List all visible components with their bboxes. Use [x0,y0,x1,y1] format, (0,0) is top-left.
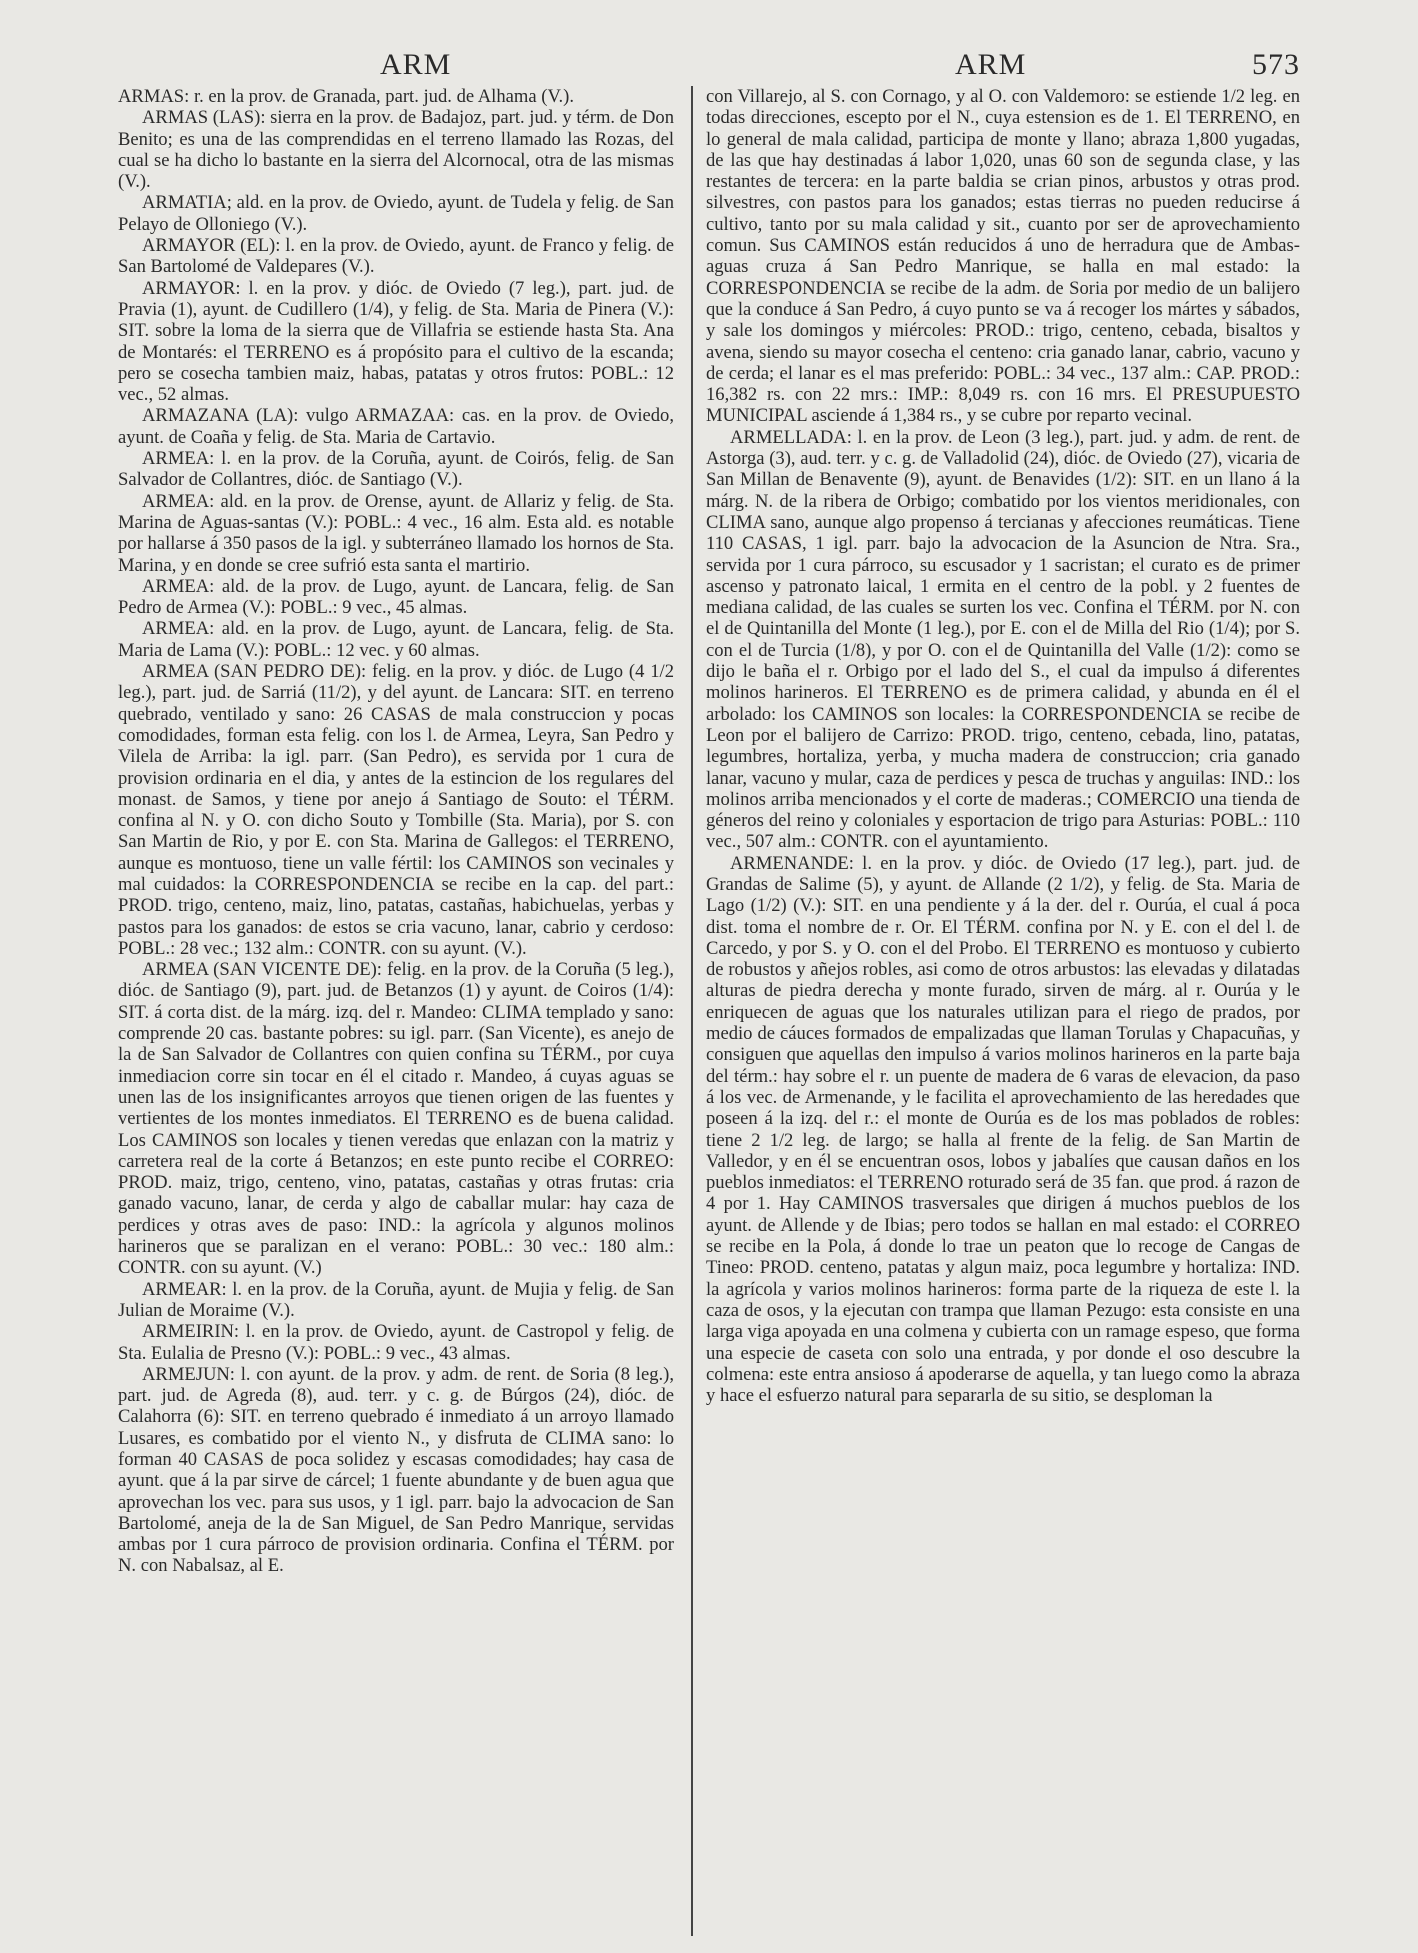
entry: ARMELLADA: l. en la prov. de Leon (3 leg.), part. jud. y adm. de rent. de Astorga (3), aud. terr. y c. g. de Valladolid (24), dióc. de Oviedo (27), vicaria de San Millan de Benavente (9), ayunt. de Benavides (1/2): SIT. en un llano á la márg. N. de la ribera de Orbigo; combatido por los vientos meridionales, con CLIMA sano, aunque algo propenso á tercianas y afecciones reumáticas. Tiene 110 CASAS, 1 igl. parr. bajo la advocacion de la Asuncion de Ntra. Sra., servida por 1 cura párroco, su escusador y 1 sacristan; el curato es de primer ascenso y patronato laical, 1 ermita en el centro de la pobl. y 2 fuentes de mediana calidad, de las cuales se surten los vec. Confina el TÉRM. por N. con el de Quintanilla del Monte (1 leg.), por E. con el de Milla del Rio (1/4); por S. con el de Turcia (1/8), y por O. con el de Quintanilla del Valle (1/2): como se dijo le baña el r. Orbigo por el lado del S., el cual da impulso á diferentes molinos harineros. El TERRENO es de primera calidad, y abunda en él el arbolado: los CAMINOS son locales: la CORRESPONDENCIA se recibe de Leon por el balijero de Carrizo: PROD. trigo, centeno, cebada, lino, patatas, legumbres, hortaliza, yerba, y mucha madera de construccion; cria ganado lanar, vacuno y mular, caza de perdices y pesca de truchas y anguilas: IND.: los molinos arriba mencionados y el corte de maderas.; COMERCIO una tienda de géneros del reino y coloniales y esportacion de trigo para Asturias: POBL.: 110 vec., 507 alm.: CONTR. con el ayuntamiento. [706,426,1300,853]
entry: ARMAZANA (LA): vulgo ARMAZAA: cas. en la prov. de Oviedo, ayunt. de Coaña y felig. de Sta. Maria de Cartavio. [118,405,674,448]
entry: ARMEA: ald. en la prov. de Orense, ayunt. de Allariz y felig. de Sta. Marina de Aguas-santas (V.): POBL.: 4 vec., 16 alm. Esta ald. es notable por hallarse á 350 pasos de la igl. y subterráneo llamado los hornos de Sta. Marina, y en donde se cree sufrió esta santa el martirio. [118,490,674,576]
entry: ARMEJUN: l. con ayunt. de la prov. y adm. de rent. de Soria (8 leg.), part. jud. de Agreda (8), aud. terr. y c. g. de Búrgos (24), dióc. de Calahorra (6): SIT. en terreno quebrado é inmediato á un arroyo llamado Lusares, es combatido por el viento N., y disfruta de CLIMA sano: lo forman 40 CASAS de poca solidez y escasas comodidades; hay casa de ayunt. que á la par sirve de cárcel; 1 fuente abundante y de buen agua que aprovechan los vec. para sus usos, y 1 igl. parr. bajo la advocacion de San Bartolomé, aneja de la de San Miguel, de San Pedro Manrique, servidas ambas por 1 cura párroco de provision ordinaria. Confina el TÉRM. por N. con Nabalsaz, al E. [118,1363,674,1577]
entry: ARMAYOR (EL): l. en la prov. de Oviedo, ayunt. de Franco y felig. de San Bartolomé de Valdepares (V.). [118,235,674,278]
column-rule [691,86,693,1936]
running-head [0,48,1418,88]
entry: con Villarejo, al S. con Cornago, y al O. con Valdemoro: se estiende 1/2 leg. en todas direcciones, escepto por el N., cuya estension es de 1. El TERRENO, en lo general de mala calidad, participa de monte y llano; abraza 1,800 yugadas, de las que hay destinadas á labor 1,020, unas 60 son de segunda clase, y las restantes de tercera: en la parte baldia se crian pinos, arbustos y otras prod. silvestres, con pastos para los ganados; estas tierras no pueden reducirse á cultivo, tanto por su mala calidad y sit., cuanto por ser de aprovechamiento comun. Sus CAMINOS están reducidos á uno de herradura que de Ambas-aguas cruza á San Pedro Manrique, se halla en mal estado: la CORRESPONDENCIA se recibe de la adm. de Soria por medio de un balijero que la conduce á San Pedro, á cuyo punto se va á recoger los mártes y sábados, y sale los domingos y miércoles: PROD.: trigo, centeno, cebada, bisaltos y avena, siendo su mayor cosecha el centeno: cria ganado lanar, cabrio, vacuno y de cerda; el lanar es el mas preferido: POBL.: 34 vec., 137 alm.: CAP. PROD.: 16,382 rs. con 22 mrs.: IMP.: 8,049 rs. con 16 mrs. El PRESUPUESTO MUNICIPAL asciende á 1,384 rs., y se cubre por reparto vecinal. [706,86,1300,427]
entry: ARMEA: ald. de la prov. de Lugo, ayunt. de Lancara, felig. de San Pedro de Armea (V.): POBL.: 9 vec., 45 almas. [118,575,674,619]
entry: ARMEAR: l. en la prov. de la Coruña, ayunt. de Mujia y felig. de San Julian de Moraime (V.). [118,1278,674,1321]
entry: ARMEA (SAN PEDRO DE): felig. en la prov. y dióc. de Lugo (4 1/2 leg.), part. jud. de Sarriá (11/2), y del ayunt. de Lancara: SIT. en terreno quebrado, ventilado y sano: 26 CASAS de mala construccion y pocas comodidades, forman esta felig. con los l. de Armea, Leyra, San Pedro y Vilela de Arriba: la igl. parr. (San Pedro), es servida por 1 cura de provision ordinaria en el dia, y antes de la estincion de los regulares del monast. de Samos, y tiene por anejo á Santiago de Souto: el TÉRM. confina al N. y O. con dicho Souto y Tombille (Sta. Maria), por S. con San Martin de Rio, y por E. con Sta. Marina de Gallegos: el TERRENO, aunque es montuoso, tiene un valle fértil: los CAMINOS son vecinales y mal cuidados: la CORRESPONDENCIA se recibe en la cap. del part.: PROD. trigo, centeno, maiz, lino, patatas, castañas, habichuelas, yerbas y pastos para los ganados: de estos se cria vacuno, lanar, cabrio y cerdoso: POBL.: 28 vec.; 132 alm.: CONTR. con su ayunt. (V.). [118,661,674,959]
right-column [706,86,1300,1936]
entry: ARMEA (SAN VICENTE DE): felig. en la prov. de la Coruña (5 leg.), dióc. de Santiago (9), part. jud. de Betanzos (1) y ayunt. de Coiros (1/4): SIT. á corta dist. de la márg. izq. del r. Mandeo: CLIMA templado y sano: comprende 20 cas. bastante pobres: su igl. parr. (San Vicente), es anejo de la de San Salvador de Collantres con quien confina su TÉRM., por cuya inmediacion corre sin tocar en él el citado r. Mandeo, á cuyas aguas se unen las de los insignificantes arroyos que tienen origen de las fuentes y vertientes de los montes inmediatos. El TERRENO es de buena calidad. Los CAMINOS son locales y tienen veredas que enlazan con la matriz y carretera real de la corte á Betanzos; en este punto recibe el CORREO: PROD. maiz, trigo, centeno, vino, patatas, castañas y otras frutas: cria ganado vacuno, lanar, de cerda y algo de caballar mular: hay caza de perdices y otras aves de paso: IND.: la agrícola y algunos molinos harineros que se paralizan en el verano: POBL.: 30 vec.: 180 alm.: CONTR. con su ayunt. (V.) [118,959,674,1279]
entry: ARMEIRIN: l. en la prov. de Oviedo, ayunt. de Castropol y felig. de Sta. Eulalia de Presno (V.): POBL.: 9 vec., 43 almas. [118,1321,674,1364]
entry: ARMEA: ald. en la prov. de Lugo, ayunt. de Lancara, felig. de Sta. Maria de Lama (V.): POBL.: 12 vec. y 60 almas. [118,618,674,661]
running-head-left: ARM [380,48,452,81]
entry: ARMAS (LAS): sierra en la prov. de Badajoz, part. jud. y térm. de Don Benito; es una de las comprendidas en el terreno llamado las Rozas, del cual se ha dicho lo bastante en la sierra del Alcornocal, otra de las mismas (V.). [118,107,674,193]
page-number: 573 [1252,48,1300,81]
entry: ARMEA: l. en la prov. de la Coruña, ayunt. de Coirós, felig. de San Salvador de Collantres, dióc. de Santiago (V.). [118,448,674,491]
entry: ARMAS: r. en la prov. de Granada, part. jud. de Alhama (V.). [118,86,574,107]
entry: ARMAYOR: l. en la prov. y dióc. de Oviedo (7 leg.), part. jud. de Pravia (1), ayunt. de Cudillero (1/4), y felig. de Sta. Maria de Pinera (V.): SIT. sobre la loma de la sierra que de Villafria se estiende hasta Sta. Ana de Montarés: el TERRENO es á propósito para el cultivo de la escanda; pero se cosecha tambien maiz, habas, patatas y otros frutos: POBL.: 12 vec., 52 almas. [118,277,674,406]
entry: ARMATIA; ald. en la prov. de Oviedo, ayunt. de Tudela y felig. de San Pelayo de Olloniego (V.). [118,192,674,235]
running-head-center: ARM [955,48,1027,81]
left-column [118,86,674,1936]
entry: ARMENANDE: l. en la prov. y dióc. de Oviedo (17 leg.), part. jud. de Grandas de Salime (5), y ayunt. de Allande (2 1/2), y felig. de Sta. Maria de Lago (1/2) (V.): SIT. en una pendiente y á la der. del r. Ourúa, el cual á poca dist. toma el nombre de r. Or. El TÉRM. confina por N. y E. con el del l. de Carcedo, y por S. y O. con el del Probo. El TERRENO es montuoso y cubierto de robustos y añejos robles, asi como de otros arbustos: las elevadas y dilatadas alturas de piedra derecha y monte furado, sirven de márg. al r. Ourúa y le enriquecen de aguas que los naturales utilizan para el riego de prados, por medio de cáuces formados de empalizadas que llaman Torulas y Chapacuñas, y consiguen que aquellas den impulso á varios molinos harineros en la parte baja del térm.: hay sobre el r. un puente de madera de 6 varas de elevacion, da paso á los vec. de Armenande, y le facilita el aprovechamiento de las heredades que poseen á la izq. del r.: el monte de Ourúa es de los mas poblados de robles: tiene 2 1/2 leg. de largo; se halla al frente de la felig. de San Martin de Valledor, y en él se encuentran osos, lobos y jabalíes que causan daños en los pueblos inmediatos: el TERRENO roturado será de 35 fan. que prod. á razon de 4 por 1. Hay CAMINOS trasversales que dirigen á muchos pueblos de los ayunt. de Allende y de Ibias; pero todos se hallan en mal estado: el CORREO se recibe en la Pola, á donde lo trae un peaton que lo recoge de Cangas de Tineo: PROD. centeno, patatas y algun maiz, poca legumbre y hortaliza: IND. la agrícola y varios molinos harineros: forma parte de la riqueza de este l. la caza de osos, y la ejecutan con trampa que llaman Pezugo: esta consiste en una larga viga apoyada en una colmena y cubierta con un ramage espeso, que forma una especie de caseta con solo una entrada, y por donde el oso descubre la colmena: este entra ansioso á apoderarse de aquella, y tan luego como la abraza y hace el esfuerzo natural para separarla de su sitio, se desploman la [706,852,1300,1407]
